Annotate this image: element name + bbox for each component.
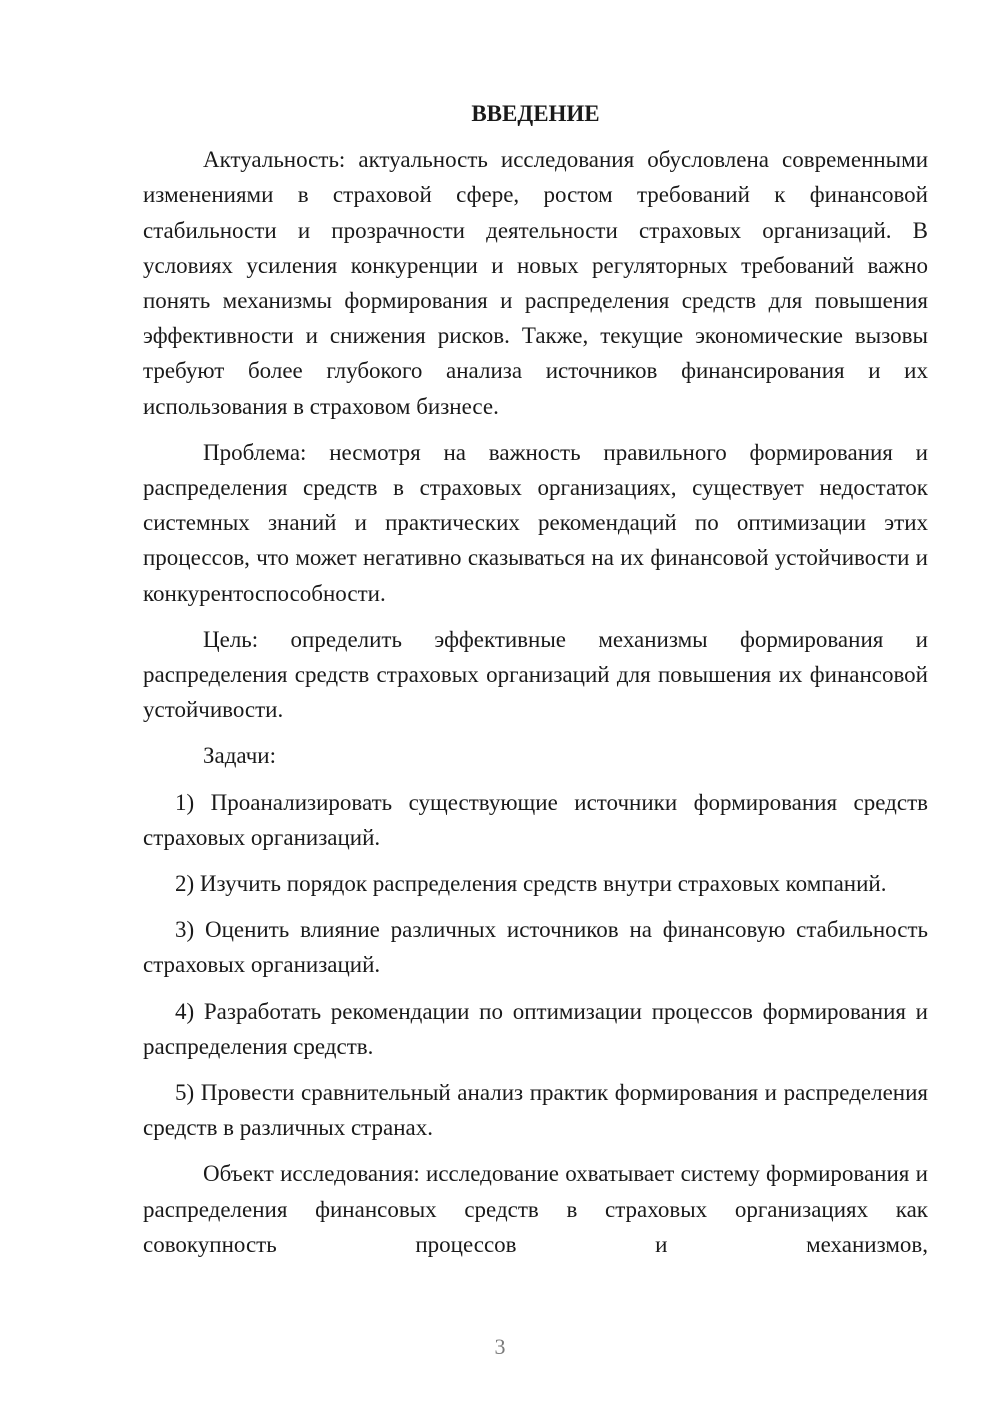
page-content [143,96,928,1273]
list-item: 4) Разработать рекомендации по оптимизации процессов формирования и распределения средств. [143,998,928,1059]
tasks-list [143,785,928,1146]
tasks-label: Задачи: [203,743,276,769]
list-item: 1) Проанализировать существующие источники формирования средств страховых организаций. [143,789,928,850]
goal-paragraph: Цель: определить эффективные механизмы формирования и распределения средств страховых организаций для повышения их финансовой устойчивости. [143,626,928,723]
list-item: 3) Оценить влияние различных источников на финансовую стабильность страховых организаций. [143,917,928,978]
list-item: 5) Провести сравнительный анализ практик формирования и распределения средств в различных странах. [143,1080,928,1141]
list-item: 2) Изучить порядок распределения средств внутри страховых компаний. [175,871,887,897]
relevance-paragraph: Актуальность: актуальность исследования обусловлена современными изменениями в страховой сфере, ростом требований к финансовой стабильности и прозрачности деятельности страховых организаций. В условиях усиления конкуренции и новых регуляторных требований важно понять механизмы формирования и распределения средств для повышения эффективности и снижения рисков. Также, текущие экономические вызовы требуют более глубокого анализа источников финансирования и их использования в страховом бизнесе. [143,147,928,419]
section-heading: ВВЕДЕНИЕ [471,101,600,126]
object-paragraph: Объект исследования: исследование охватывает систему формирования и распределения финансовых средств в страховых организациях как совокупность процессов и механизмов, [143,1161,928,1257]
problem-paragraph: Проблема: несмотря на важность правильного формирования и распределения средств в страховых организациях, существует недостаток системных знаний и практических рекомендаций по оптимизации этих процессов, что может негативно сказываться на их финансовой устойчивости и конкурентоспособности. [143,439,928,606]
page-number: 3 [494,1334,506,1359]
